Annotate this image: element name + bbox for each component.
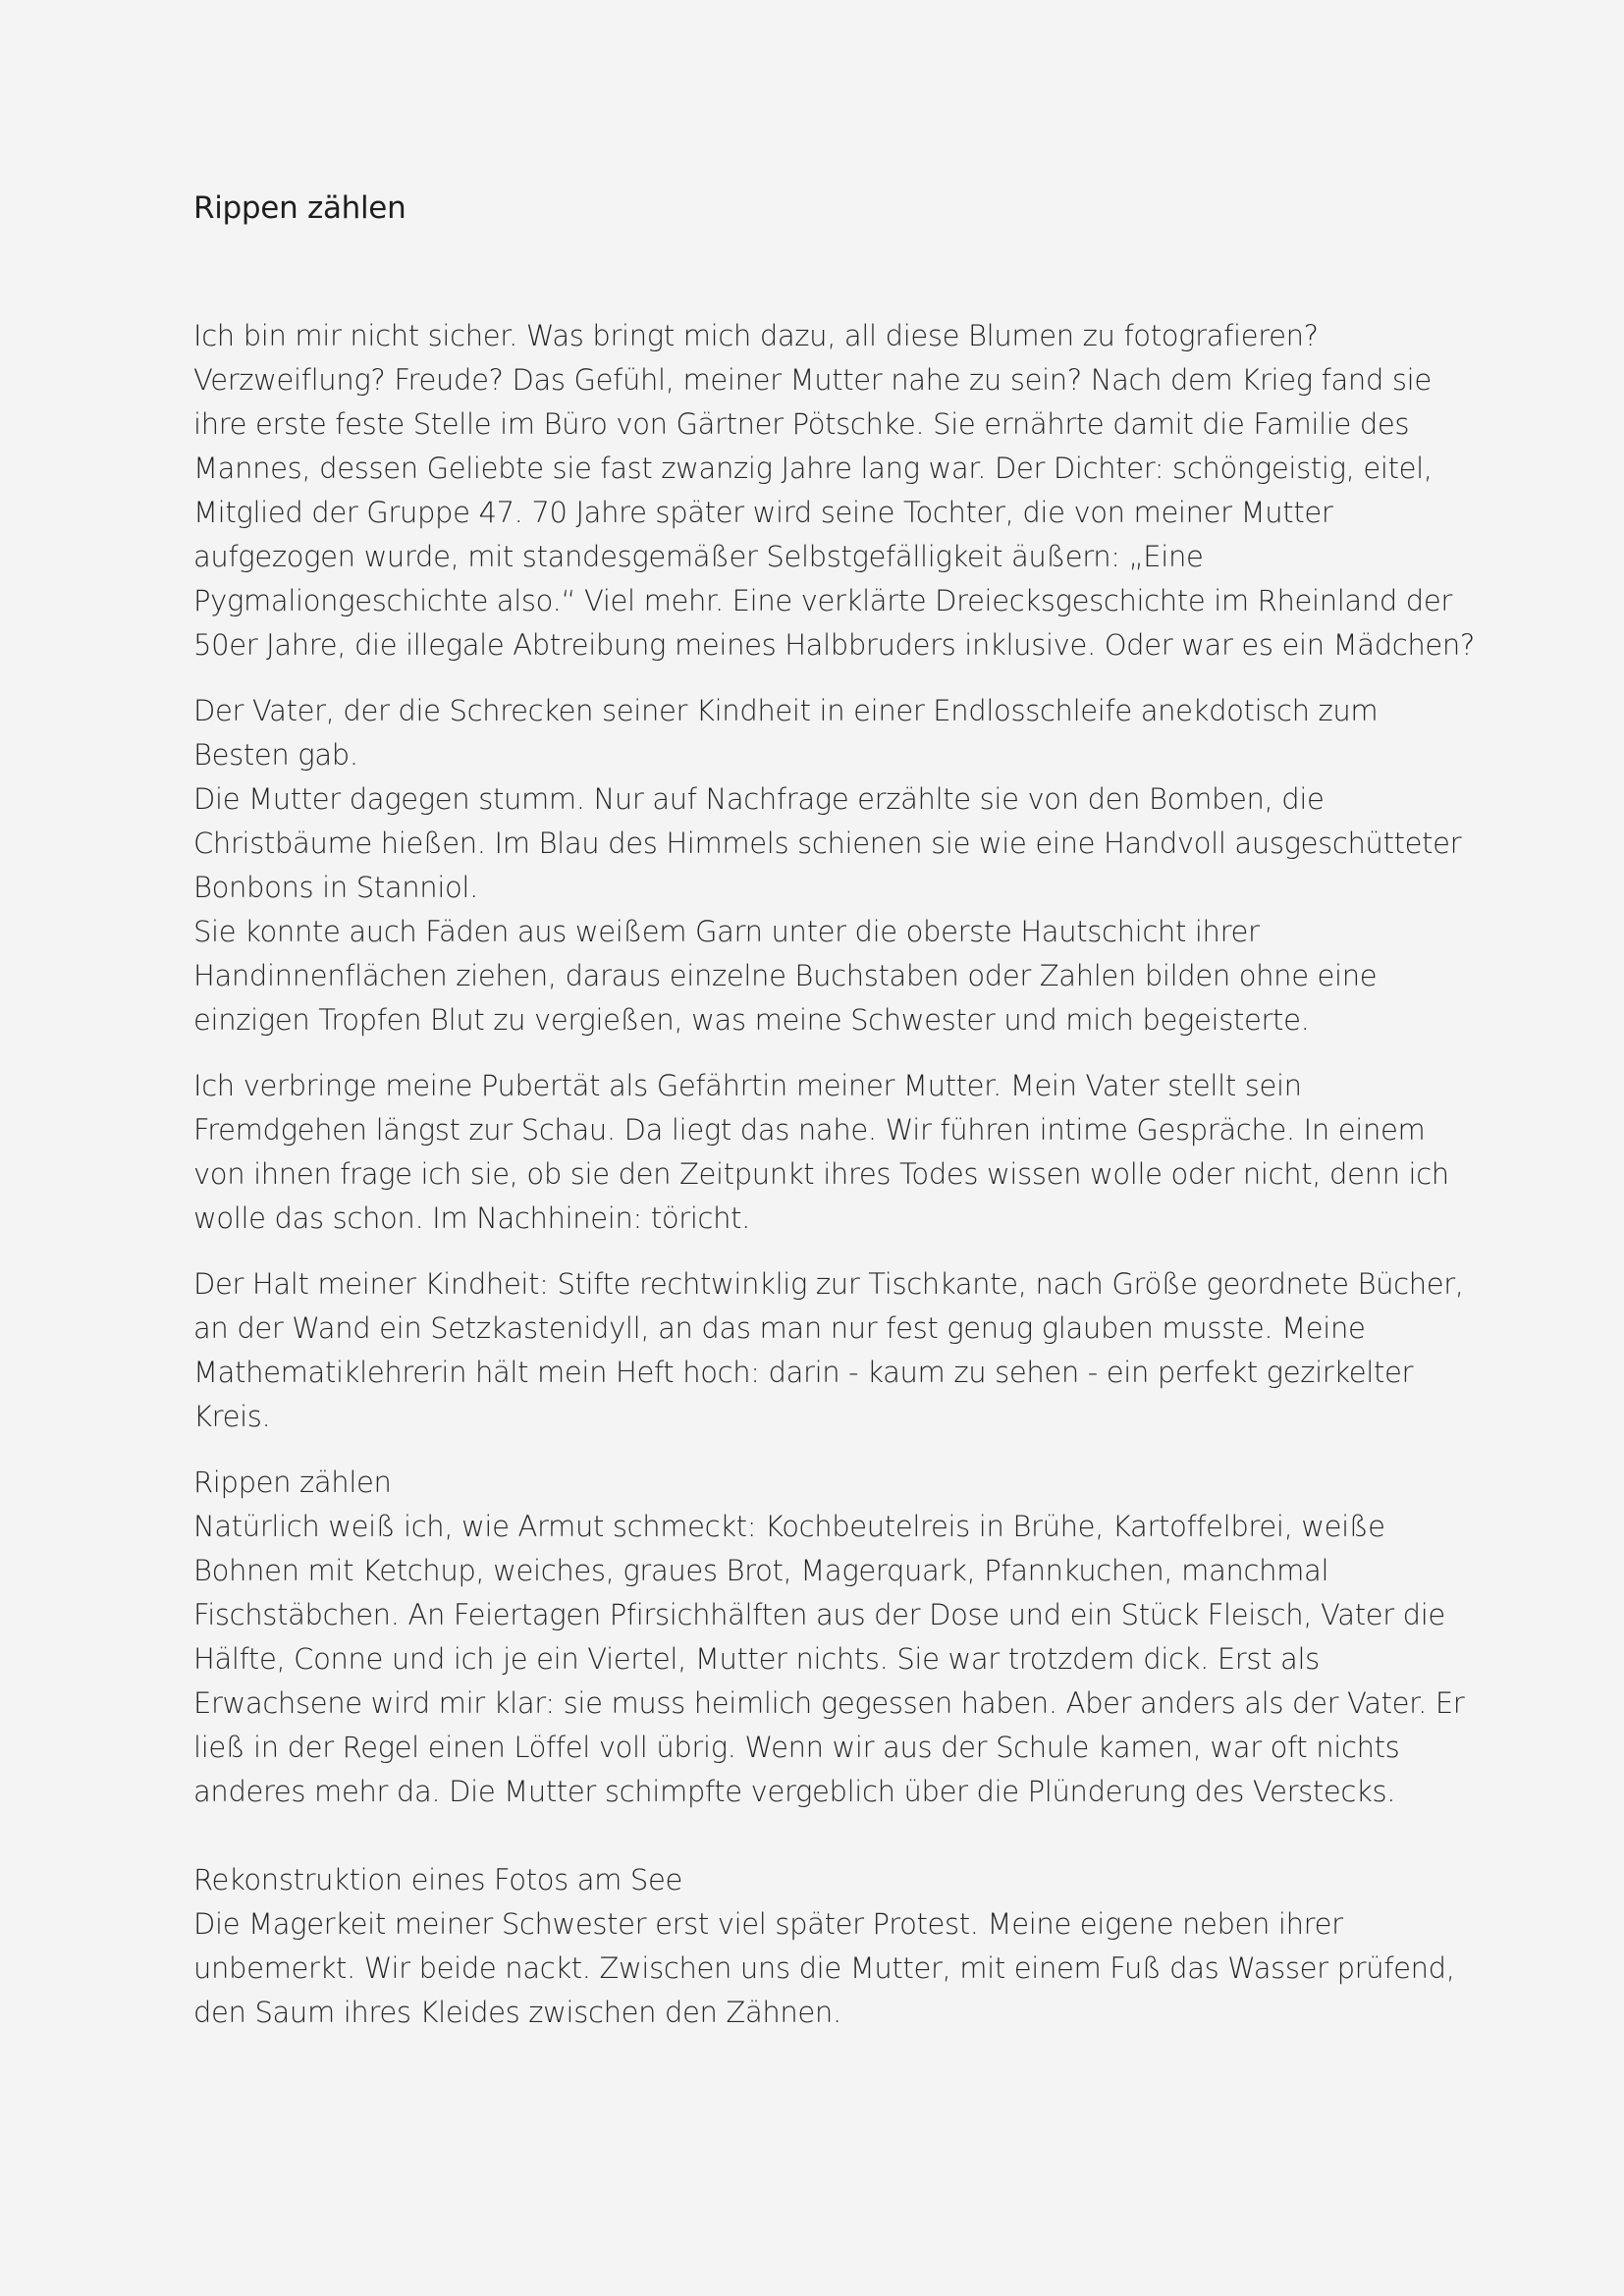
text-line: ließ in der Regel einen Löffel voll übrig. Wenn wir aus der Schule kamen, war oft nichts (193, 1731, 1400, 1764)
paragraph-foto-am-see (193, 1858, 1470, 2035)
text-line: wolle das schon. Im Nachhinein: töricht. (193, 1201, 751, 1235)
paragraph-pubertaet (193, 1064, 1470, 1241)
text-line: Die Mutter dagegen stumm. Nur auf Nachfrage erzählte sie von den Bomben, die (193, 782, 1325, 816)
document-page (193, 187, 1475, 2035)
text-line: Handinnenflächen ziehen, daraus einzelne Buchstaben oder Zahlen bilden ohne eine (193, 959, 1378, 992)
text-line: Bonbons in Stanniol. (193, 871, 479, 904)
section-heading: Rekonstruktion eines Fotos am See (193, 1863, 682, 1896)
text-line: den Saum ihres Kleides zwischen den Zähnen. (193, 1996, 841, 2029)
text-line: Christbäume hießen. Im Blau des Himmels schienen sie wie eine Handvoll ausgeschütteter (193, 827, 1462, 860)
text-line: Der Vater, der die Schrecken seiner Kindheit in einer Endlosschleife anekdotisch zum (193, 694, 1379, 727)
paragraph-spacer (193, 1439, 1470, 1461)
text-line: Ich bin mir nicht sicher. Was bringt mich dazu, all diese Blumen zu fotografieren? (193, 319, 1319, 352)
document-body (193, 314, 1475, 2035)
text-line: Natürlich weiß ich, wie Armut schmeckt: Kochbeutelreis in Brühe, Kartoffelbrei, weiße (193, 1510, 1385, 1543)
document-title: Rippen zählen (193, 190, 406, 226)
text-line: Hälfte, Conne und ich je ein Viertel, Mutter nichts. Sie war trotzdem dick. Erst als (193, 1642, 1320, 1676)
text-line: Besten gab. (193, 738, 358, 772)
paragraph-vater-mutter (193, 689, 1470, 1042)
text-line: an der Wand ein Setzkastenidyll, an das man nur fest genug glauben musste. Meine (193, 1311, 1366, 1345)
text-line: unbemerkt. Wir beide nackt. Zwischen uns die Mutter, mit einem Fuß das Wasser prüfend, (193, 1951, 1455, 1985)
text-line: Mitglied der Gruppe 47. 70 Jahre später wird seine Tochter, die von meiner Mutter (193, 496, 1333, 529)
text-line: Pygmaliongeschichte also.“ Viel mehr. Eine verklärte Dreiecksgeschichte im Rheinland der (193, 584, 1452, 617)
text-line: einzigen Tropfen Blut zu vergießen, was meine Schwester und mich begeisterte. (193, 1003, 1310, 1037)
text-line: anderes mehr da. Die Mutter schimpfte vergeblich über die Plünderung des Verstecks. (193, 1775, 1396, 1808)
text-line: Kreis. (193, 1400, 271, 1433)
text-line: Ich verbringe meine Pubertät als Gefährtin meiner Mutter. Mein Vater stellt sein (193, 1069, 1302, 1102)
text-line: aufgezogen wurde, mit standesgemäßer Selbstgefälligkeit äußern: „Eine (193, 540, 1204, 573)
text-line: ihre erste feste Stelle im Büro von Gärtner Pötschke. Sie ernährte damit die Familie des (193, 407, 1410, 441)
paragraph-spacer (193, 667, 1470, 689)
paragraph-spacer (193, 1042, 1470, 1064)
blank-line (193, 1814, 1470, 1858)
text-line: Bohnen mit Ketchup, weiches, graues Brot, Magerquark, Pfannkuchen, manchmal (193, 1554, 1329, 1587)
paragraph-blumen (193, 314, 1475, 667)
paragraph-halt (193, 1262, 1470, 1439)
text-line: Fremdgehen längst zur Schau. Da liegt das nahe. Wir führen intime Gespräche. In einem (193, 1113, 1426, 1147)
text-line: Fischstäbchen. An Feiertagen Pfirsichhälften aus der Dose und ein Stück Fleisch, Vater die (193, 1598, 1445, 1631)
text-line: 50er Jahre, die illegale Abtreibung meines Halbbruders inklusive. Oder war es ein Mädchen? (193, 628, 1475, 662)
text-line: Der Halt meiner Kindheit: Stifte rechtwinklig zur Tischkante, nach Größe geordnete Bücher, (193, 1267, 1464, 1301)
paragraph-rippen-zaehlen (193, 1461, 1470, 1814)
text-line: Mathematiklehrerin hält mein Heft hoch: darin - kaum zu sehen - ein perfekt gezirkelter (193, 1356, 1414, 1389)
text-line: Sie konnte auch Fäden aus weißem Garn unter die oberste Hautschicht ihrer (193, 915, 1260, 948)
text-line: Die Magerkeit meiner Schwester erst viel später Protest. Meine eigene neben ihrer (193, 1907, 1343, 1941)
text-line: Mannes, dessen Geliebte sie fast zwanzig Jahre lang war. Der Dichter: schöngeistig, eitel, (193, 452, 1433, 485)
text-line: Verzweiflung? Freude? Das Gefühl, meiner Mutter nahe zu sein? Nach dem Krieg fand sie (193, 363, 1432, 397)
text-line: von ihnen frage ich sie, ob sie den Zeitpunkt ihres Todes wissen wolle oder nicht, denn ich (193, 1157, 1449, 1191)
text-line: Erwachsene wird mir klar: sie muss heimlich gegessen haben. Aber anders als der Vater. Er (193, 1686, 1465, 1720)
paragraph-spacer (193, 1241, 1470, 1262)
section-heading: Rippen zählen (193, 1466, 392, 1499)
